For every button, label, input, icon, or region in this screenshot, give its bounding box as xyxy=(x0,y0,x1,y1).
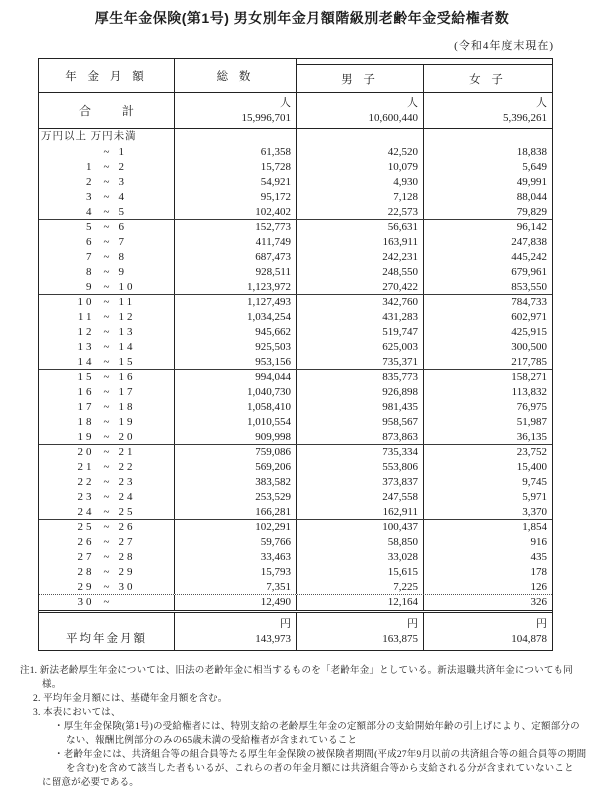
range-upper: 24 xyxy=(118,491,136,503)
average-male-cell xyxy=(296,613,423,650)
range-label xyxy=(39,505,174,519)
range-label xyxy=(39,565,174,580)
range-upper: 28 xyxy=(118,551,136,563)
average-total-value: 143,973 xyxy=(255,632,291,645)
range-upper: 7 xyxy=(118,236,127,248)
range-upper: 22 xyxy=(118,461,136,473)
total-value: 54,921 xyxy=(174,175,296,190)
male-value: 163,911 xyxy=(296,235,423,250)
total-value: 61,358 xyxy=(174,145,296,160)
table-row xyxy=(39,430,552,445)
range-label xyxy=(39,235,174,250)
range-lower: 13 xyxy=(77,341,95,353)
range-label xyxy=(39,550,174,565)
female-value: 5,971 xyxy=(423,490,552,505)
range-label xyxy=(39,370,174,385)
range-tilde: ~ xyxy=(103,236,110,248)
range-tilde: ~ xyxy=(103,146,110,158)
total-value: 15,793 xyxy=(174,565,296,580)
total-value: 166,281 xyxy=(174,505,296,519)
table-row xyxy=(39,310,552,325)
total-value: 102,402 xyxy=(174,205,296,219)
male-value: 270,422 xyxy=(296,280,423,294)
table-row xyxy=(39,190,552,205)
range-upper: 29 xyxy=(118,566,136,578)
female-value: 51,987 xyxy=(423,415,552,430)
male-value: 625,003 xyxy=(296,340,423,355)
female-value: 15,400 xyxy=(423,460,552,475)
total-value: 102,291 xyxy=(174,520,296,535)
table-row xyxy=(39,250,552,265)
footnote-line: ・厚生年金保険(第1号)の受給権者には、特別支給の老齢厚生年金の定額部分の支給開始年齢の引上げにより、定額部分のない、報酬比例部分のみの65歳未満の受給権者が含まれていること xyxy=(54,722,580,746)
range-lower: 20 xyxy=(77,446,95,458)
range-label xyxy=(39,265,174,280)
range-tilde: ~ xyxy=(103,596,110,608)
range-label xyxy=(39,490,174,505)
range-label xyxy=(39,535,174,550)
page-title: 厚生年金保険(第1号) 男女別年金月額階級別老齢年金受給権者数 xyxy=(94,10,510,26)
range-lower: 26 xyxy=(77,536,95,548)
range-lower: 28 xyxy=(77,566,95,578)
grand-total-male-cell xyxy=(296,93,423,128)
range-tilde: ~ xyxy=(103,356,110,368)
footnote-line: 3. 本表においては、 xyxy=(33,708,121,718)
range-tilde: ~ xyxy=(103,416,110,428)
range-upper: 6 xyxy=(118,221,127,233)
range-tilde: ~ xyxy=(103,176,110,188)
male-value: 100,437 xyxy=(296,520,423,535)
range-label xyxy=(39,295,174,310)
female-value: 326 xyxy=(423,595,552,610)
header-pension-monthly-amount: 年 金 月 額 xyxy=(65,70,148,83)
total-value: 994,044 xyxy=(174,370,296,385)
table-row xyxy=(39,355,552,370)
range-tilde: ~ xyxy=(103,326,110,338)
table-row xyxy=(39,295,552,310)
range-lower: 8 xyxy=(86,266,95,278)
range-label xyxy=(39,145,174,160)
average-row-label: 平均年金月額 xyxy=(66,633,147,645)
total-value: 569,206 xyxy=(174,460,296,475)
range-tilde: ~ xyxy=(103,386,110,398)
header-male: 男 子 xyxy=(341,73,379,86)
range-lower: 29 xyxy=(77,581,95,593)
empty-cell xyxy=(296,129,423,145)
range-upper: 13 xyxy=(118,326,136,338)
total-value: 925,503 xyxy=(174,340,296,355)
range-label xyxy=(39,520,174,535)
range-lower: 23 xyxy=(77,491,95,503)
range-lower: 21 xyxy=(77,461,95,473)
range-upper: 3 xyxy=(118,176,127,188)
total-value: 383,582 xyxy=(174,475,296,490)
range-upper: 30 xyxy=(118,581,136,593)
header-gender-group xyxy=(296,59,552,92)
total-value: 95,172 xyxy=(174,190,296,205)
male-value: 56,631 xyxy=(296,220,423,235)
range-lower: 16 xyxy=(77,386,95,398)
table-row xyxy=(39,415,552,430)
table-row xyxy=(39,595,552,610)
range-label xyxy=(39,430,174,444)
total-value: 411,749 xyxy=(174,235,296,250)
range-lower: 9 xyxy=(86,281,95,293)
total-value: 953,156 xyxy=(174,355,296,369)
range-lower: 10 xyxy=(77,296,95,308)
male-value: 735,371 xyxy=(296,355,423,369)
range-label xyxy=(39,595,174,610)
table-row xyxy=(39,220,552,235)
range-upper: 25 xyxy=(118,506,136,518)
total-value: 59,766 xyxy=(174,535,296,550)
range-tilde: ~ xyxy=(103,221,110,233)
range-label xyxy=(39,415,174,430)
range-label xyxy=(39,250,174,265)
table-row xyxy=(39,460,552,475)
female-value: 247,838 xyxy=(423,235,552,250)
range-unit-row xyxy=(39,129,552,145)
total-value: 759,086 xyxy=(174,445,296,460)
female-value: 113,832 xyxy=(423,385,552,400)
female-value: 445,242 xyxy=(423,250,552,265)
female-value: 178 xyxy=(423,565,552,580)
table-row xyxy=(39,505,552,520)
female-value: 126 xyxy=(423,580,552,594)
female-value: 853,550 xyxy=(423,280,552,294)
female-value: 784,733 xyxy=(423,295,552,310)
total-value: 152,773 xyxy=(174,220,296,235)
range-tilde: ~ xyxy=(103,476,110,488)
range-tilde: ~ xyxy=(103,506,110,518)
footnote-line: に留意が必要である。 xyxy=(42,778,140,788)
male-value: 7,128 xyxy=(296,190,423,205)
range-tilde: ~ xyxy=(103,401,110,413)
range-tilde: ~ xyxy=(103,251,110,263)
range-tilde: ~ xyxy=(103,311,110,323)
range-upper: 4 xyxy=(118,191,127,203)
grand-total-female-cell xyxy=(423,93,552,128)
gender-header-box xyxy=(297,64,552,92)
male-value: 981,435 xyxy=(296,400,423,415)
range-upper: 16 xyxy=(118,371,136,383)
female-value: 76,975 xyxy=(423,400,552,415)
data-rows xyxy=(39,145,552,610)
table-row xyxy=(39,550,552,565)
male-value: 553,806 xyxy=(296,460,423,475)
range-tilde: ~ xyxy=(103,161,110,173)
range-tilde: ~ xyxy=(103,296,110,308)
range-label xyxy=(39,385,174,400)
total-value: 15,728 xyxy=(174,160,296,175)
table-row xyxy=(39,340,552,355)
grand-total-value: 15,996,701 xyxy=(241,111,291,124)
male-value: 33,028 xyxy=(296,550,423,565)
unit-yen: 円 xyxy=(280,617,291,630)
total-value: 1,040,730 xyxy=(174,385,296,400)
grand-total-total-cell xyxy=(174,93,296,128)
range-lower: 19 xyxy=(77,431,95,443)
range-lower: 2 xyxy=(86,176,95,188)
range-lower: 6 xyxy=(86,236,95,248)
average-female-value: 104,878 xyxy=(511,632,547,645)
table-row xyxy=(39,175,552,190)
table-header-row xyxy=(39,59,552,93)
male-value: 873,863 xyxy=(296,430,423,444)
table-row xyxy=(39,205,552,220)
footnote-line: 注1. 新法老齢厚生年金については、旧法の老齢年金に相当するものを「老齢年金」としている。新法退職共済年金についても同様。 xyxy=(20,666,573,690)
range-label xyxy=(39,325,174,340)
range-upper: 17 xyxy=(118,386,136,398)
unit-persons: 人 xyxy=(280,96,291,109)
range-tilde: ~ xyxy=(103,431,110,443)
total-value: 1,058,410 xyxy=(174,400,296,415)
header-total: 総 数 xyxy=(174,59,296,92)
range-upper: 10 xyxy=(118,281,136,293)
grand-total-male-value: 10,600,440 xyxy=(368,111,418,124)
range-lower: 11 xyxy=(77,311,95,323)
table-row xyxy=(39,565,552,580)
range-label xyxy=(39,190,174,205)
table-row xyxy=(39,370,552,385)
range-upper: 18 xyxy=(118,401,136,413)
female-value: 602,971 xyxy=(423,310,552,325)
male-value: 162,911 xyxy=(296,505,423,519)
range-upper: 2 xyxy=(118,161,127,173)
range-lower: 15 xyxy=(77,371,95,383)
male-value: 10,079 xyxy=(296,160,423,175)
range-upper: 9 xyxy=(118,266,127,278)
male-value: 242,231 xyxy=(296,250,423,265)
average-male-value: 163,875 xyxy=(382,632,418,645)
female-value: 79,829 xyxy=(423,205,552,219)
total-value: 33,463 xyxy=(174,550,296,565)
range-lower: 14 xyxy=(77,356,95,368)
male-value: 835,773 xyxy=(296,370,423,385)
average-total-cell xyxy=(174,613,296,650)
header-female: 女 子 xyxy=(423,65,552,92)
female-value: 1,854 xyxy=(423,520,552,535)
table-row xyxy=(39,265,552,280)
table-row xyxy=(39,520,552,535)
total-value: 1,034,254 xyxy=(174,310,296,325)
male-value: 7,225 xyxy=(296,580,423,594)
grand-total-label: 合 計 xyxy=(78,104,148,118)
table-row xyxy=(39,535,552,550)
table-row xyxy=(39,325,552,340)
range-upper: 23 xyxy=(118,476,136,488)
female-value: 300,500 xyxy=(423,340,552,355)
range-lower: 4 xyxy=(86,206,95,218)
average-row xyxy=(39,610,552,650)
range-upper: 11 xyxy=(118,296,136,308)
female-value: 435 xyxy=(423,550,552,565)
range-upper xyxy=(119,595,167,610)
total-value: 1,123,972 xyxy=(174,280,296,294)
range-tilde: ~ xyxy=(103,206,110,218)
pension-table xyxy=(38,58,553,651)
range-tilde: ~ xyxy=(103,566,110,578)
range-tilde: ~ xyxy=(103,371,110,383)
male-value: 926,898 xyxy=(296,385,423,400)
range-label xyxy=(39,355,174,369)
range-label xyxy=(39,475,174,490)
range-lower: 1 xyxy=(86,161,95,173)
unit-persons: 人 xyxy=(536,96,547,109)
table-row xyxy=(39,400,552,415)
total-value: 928,511 xyxy=(174,265,296,280)
total-value: 1,127,493 xyxy=(174,295,296,310)
range-upper: 26 xyxy=(118,521,136,533)
female-value: 23,752 xyxy=(423,445,552,460)
range-tilde: ~ xyxy=(103,536,110,548)
total-value: 909,998 xyxy=(174,430,296,444)
male-value: 431,283 xyxy=(296,310,423,325)
female-value: 5,649 xyxy=(423,160,552,175)
range-tilde: ~ xyxy=(103,581,110,593)
range-label xyxy=(39,460,174,475)
male-value: 42,520 xyxy=(296,145,423,160)
range-label xyxy=(39,175,174,190)
total-value: 1,010,554 xyxy=(174,415,296,430)
footnotes xyxy=(20,664,588,790)
range-lower: 12 xyxy=(77,326,95,338)
range-lower: 7 xyxy=(86,251,95,263)
total-value: 12,490 xyxy=(174,595,296,610)
unit-yen: 円 xyxy=(536,617,547,630)
male-value: 735,334 xyxy=(296,445,423,460)
average-female-cell xyxy=(423,613,552,650)
range-label xyxy=(39,400,174,415)
male-value: 12,164 xyxy=(296,595,423,610)
table-row xyxy=(39,475,552,490)
female-value: 425,915 xyxy=(423,325,552,340)
range-upper: 5 xyxy=(118,206,127,218)
male-value: 519,747 xyxy=(296,325,423,340)
female-value: 916 xyxy=(423,535,552,550)
range-upper: 14 xyxy=(118,341,136,353)
range-tilde: ~ xyxy=(103,266,110,278)
table-row xyxy=(39,490,552,505)
total-value: 7,351 xyxy=(174,580,296,594)
male-value: 373,837 xyxy=(296,475,423,490)
female-value: 158,271 xyxy=(423,370,552,385)
range-label xyxy=(39,310,174,325)
range-tilde: ~ xyxy=(103,521,110,533)
footnote-line: ・老齢年金には、共済組合等の組合員等たる厚生年金保険の被保険者期間(平成27年9月以前の共済組合等の組合員等の期間を含む)を含めて該当した者もいるが、これらの者の年金月額には共済組合等から支給される分が含まれていないこと xyxy=(54,750,587,774)
range-label xyxy=(39,445,174,460)
range-label xyxy=(39,160,174,175)
total-value: 945,662 xyxy=(174,325,296,340)
total-value: 687,473 xyxy=(174,250,296,265)
range-lower: 3 xyxy=(86,191,95,203)
range-label xyxy=(39,220,174,235)
male-value: 4,930 xyxy=(296,175,423,190)
range-label xyxy=(39,205,174,219)
range-tilde: ~ xyxy=(103,491,110,503)
footnote-line: 2. 平均年金月額には、基礎年金月額を含む。 xyxy=(33,694,228,704)
range-lower: 22 xyxy=(77,476,95,488)
unit-yen: 円 xyxy=(407,617,418,630)
range-lower: 27 xyxy=(77,551,95,563)
female-value: 49,991 xyxy=(423,175,552,190)
range-upper: 20 xyxy=(118,431,136,443)
male-value: 248,550 xyxy=(296,265,423,280)
female-value: 88,044 xyxy=(423,190,552,205)
female-value: 3,370 xyxy=(423,505,552,519)
range-label xyxy=(39,340,174,355)
range-upper: 21 xyxy=(118,446,136,458)
range-unit-label: 万円以上 万円未満 xyxy=(41,131,137,142)
range-upper: 12 xyxy=(118,311,136,323)
female-value: 18,838 xyxy=(423,145,552,160)
range-tilde: ~ xyxy=(103,341,110,353)
table-row xyxy=(39,580,552,595)
unit-persons: 人 xyxy=(407,96,418,109)
table-row xyxy=(39,385,552,400)
male-value: 247,558 xyxy=(296,490,423,505)
range-upper: 15 xyxy=(118,356,136,368)
grand-total-female-value: 5,396,261 xyxy=(503,111,547,124)
grand-total-row xyxy=(39,93,552,129)
female-value: 217,785 xyxy=(423,355,552,369)
female-value: 9,745 xyxy=(423,475,552,490)
range-upper: 19 xyxy=(118,416,136,428)
male-value: 15,615 xyxy=(296,565,423,580)
range-tilde: ~ xyxy=(103,191,110,203)
range-lower: 5 xyxy=(86,221,95,233)
range-tilde: ~ xyxy=(103,551,110,563)
range-upper: 1 xyxy=(118,146,127,158)
female-value: 36,135 xyxy=(423,430,552,444)
female-value: 96,142 xyxy=(423,220,552,235)
table-row xyxy=(39,145,552,160)
range-tilde: ~ xyxy=(103,281,110,293)
total-value: 253,529 xyxy=(174,490,296,505)
female-value: 679,961 xyxy=(423,265,552,280)
range-lower: 24 xyxy=(77,506,95,518)
range-upper: 27 xyxy=(118,536,136,548)
range-tilde: ~ xyxy=(103,446,110,458)
male-value: 58,850 xyxy=(296,535,423,550)
range-lower: 25 xyxy=(77,521,95,533)
range-lower: 30 xyxy=(77,596,95,608)
table-row xyxy=(39,235,552,250)
range-lower xyxy=(47,145,95,160)
male-value: 22,573 xyxy=(296,205,423,219)
range-label xyxy=(39,280,174,294)
male-value: 958,567 xyxy=(296,415,423,430)
asof-date: (令和4年度末現在) xyxy=(454,40,554,52)
empty-cell xyxy=(423,129,552,145)
range-label xyxy=(39,580,174,594)
range-lower: 17 xyxy=(77,401,95,413)
empty-cell xyxy=(174,129,296,145)
table-row xyxy=(39,160,552,175)
male-value: 342,760 xyxy=(296,295,423,310)
range-tilde: ~ xyxy=(103,461,110,473)
table-row xyxy=(39,445,552,460)
range-lower: 18 xyxy=(77,416,95,428)
range-upper: 8 xyxy=(118,251,127,263)
table-row xyxy=(39,280,552,295)
